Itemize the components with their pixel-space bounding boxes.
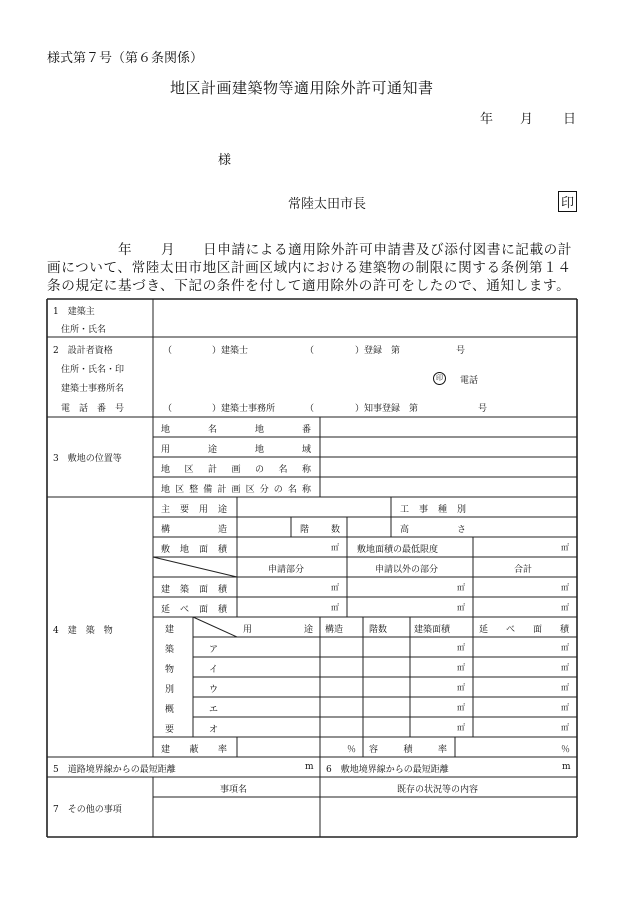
seal-mark: 印 bbox=[558, 191, 577, 212]
min-site-area-unit: ㎡ bbox=[561, 543, 569, 552]
coverage-percent-unit: ％ bbox=[347, 745, 357, 755]
by-building-char-3: 物 bbox=[165, 665, 175, 675]
item-u-floor-unit: ㎡ bbox=[561, 683, 569, 692]
floor-area-unit-2: ㎡ bbox=[457, 603, 465, 612]
lot-number-label: 地 名 地 番 bbox=[161, 425, 311, 435]
body-line2: 画について、常陸太田市地区計画区域内における建築物の制限に関する条例第１４ bbox=[47, 260, 572, 276]
item-i-area-unit: ㎡ bbox=[457, 663, 465, 672]
issuer-name: 常陸太田市長 bbox=[288, 197, 367, 212]
far-percent-unit: ％ bbox=[561, 745, 571, 755]
building-area-unit-1: ㎡ bbox=[331, 583, 339, 592]
paren-open-1: （ bbox=[163, 346, 173, 356]
floor-area-column-header: 延べ面積 bbox=[479, 625, 569, 635]
paren-open-2: （ bbox=[305, 346, 315, 356]
item-o-floor-unit: ㎡ bbox=[561, 723, 569, 732]
designer-seal-mark: 印 bbox=[433, 372, 446, 385]
item-e-label: エ bbox=[209, 705, 219, 715]
item-o-area-unit: ㎡ bbox=[457, 723, 465, 732]
site-location-label: 3 敷地の位置等 bbox=[53, 454, 122, 464]
height-label: 高さ bbox=[400, 525, 466, 535]
boundary-distance-unit: m bbox=[562, 762, 571, 772]
governor-registration: ）知事登録 第 bbox=[355, 404, 419, 414]
building-area-column-header: 建築面積 bbox=[414, 625, 451, 635]
governor-no-suffix: 号 bbox=[478, 404, 488, 414]
registration-number: ）登録 第 bbox=[355, 346, 401, 356]
building-area-unit-3: ㎡ bbox=[561, 583, 569, 592]
use-column-header: 用 途 bbox=[243, 625, 313, 635]
structure-column-header: 構造 bbox=[325, 625, 344, 635]
item-a-label: ア bbox=[209, 645, 219, 655]
registration-no-suffix: 号 bbox=[456, 346, 466, 356]
applicant-label: 1 建築主 bbox=[53, 307, 95, 317]
road-distance-label: 5 道路境界線からの最短距離 bbox=[53, 765, 176, 775]
work-type-label: 工事種別 bbox=[400, 505, 466, 515]
office-name-label: 建築士事務所名 bbox=[61, 384, 125, 394]
applicant-address-label: 住所・氏名 bbox=[61, 325, 107, 335]
body-month: 月 bbox=[161, 242, 176, 258]
floor-area-unit-1: ㎡ bbox=[331, 603, 339, 612]
floors-label: 階数 bbox=[300, 525, 340, 535]
item-a-floor-unit: ㎡ bbox=[561, 643, 569, 652]
total-floor-area-label: 延べ面積 bbox=[161, 605, 227, 615]
item-e-area-unit: ㎡ bbox=[457, 703, 465, 712]
date-month: 月 bbox=[520, 112, 534, 127]
paren-open-4: （ bbox=[305, 404, 315, 414]
designer-address-label: 住所・氏名・印 bbox=[61, 365, 125, 375]
by-building-char-5: 概 bbox=[165, 705, 175, 715]
district-plan-name-label: 地区計画の名称 bbox=[161, 465, 311, 475]
by-building-char-2: 築 bbox=[165, 645, 175, 655]
body-line3: 条の規定に基づき、下記の条件を付して適用除外の許可をしたので、通知します。 bbox=[47, 278, 571, 294]
item-i-label: イ bbox=[209, 665, 219, 675]
by-building-char-1: 建 bbox=[165, 625, 175, 635]
structure-label: 構造 bbox=[161, 525, 227, 535]
min-site-area-label: 敷地面積の最低限度 bbox=[357, 545, 439, 555]
date-day: 日 bbox=[563, 112, 577, 127]
item-u-area-unit: ㎡ bbox=[457, 683, 465, 692]
date-year: 年 bbox=[480, 112, 494, 127]
body-year: 年 bbox=[118, 242, 133, 258]
item-o-label: オ bbox=[209, 725, 219, 735]
item-u-label: ウ bbox=[209, 685, 219, 695]
phone-label: 電話 bbox=[460, 376, 479, 386]
body-line1: 日申請による適用除外許可申請書及び添付図書に記載の計 bbox=[203, 242, 573, 258]
architect-office-class: ）建築士事務所 bbox=[212, 404, 276, 414]
coverage-ratio-label: 建蔽率 bbox=[161, 745, 227, 755]
item-e-floor-unit: ㎡ bbox=[561, 703, 569, 712]
addressee-suffix: 様 bbox=[218, 153, 232, 168]
site-area-label: 敷地面積 bbox=[161, 545, 227, 555]
architect-class: ）建築士 bbox=[212, 346, 249, 356]
item-i-floor-unit: ㎡ bbox=[561, 663, 569, 672]
main-use-label: 主要用途 bbox=[161, 505, 227, 515]
building-area-label: 建築面積 bbox=[161, 585, 227, 595]
by-building-char-6: 要 bbox=[165, 725, 175, 735]
site-area-unit: ㎡ bbox=[331, 543, 339, 552]
non-applied-part-header: 申請以外の部分 bbox=[375, 565, 439, 575]
floors-column-header: 階数 bbox=[369, 625, 388, 635]
item-name-header: 事項名 bbox=[220, 785, 248, 795]
building-area-unit-2: ㎡ bbox=[457, 583, 465, 592]
zoning-label: 用途地域 bbox=[161, 445, 311, 455]
other-matters-label: 7 その他の事項 bbox=[53, 805, 122, 815]
phone-number-label: 電 話 番 号 bbox=[61, 404, 125, 414]
document-title: 地区計画建築物等適用除外許可通知書 bbox=[170, 79, 434, 97]
building-label: 4 建 築 物 bbox=[53, 626, 113, 636]
boundary-distance-label: 6 敷地境界線からの最短距離 bbox=[326, 765, 449, 775]
district-plan-section-label: 地区整備計画区分の名称 bbox=[161, 485, 311, 495]
floor-area-unit-3: ㎡ bbox=[561, 603, 569, 612]
item-a-area-unit: ㎡ bbox=[457, 643, 465, 652]
paren-open-3: （ bbox=[163, 404, 173, 414]
total-header: 合計 bbox=[514, 565, 533, 575]
designer-qualification-label: 2 設計者資格 bbox=[53, 346, 113, 356]
by-building-char-4: 別 bbox=[165, 685, 175, 695]
road-distance-unit: m bbox=[305, 762, 314, 772]
applied-part-header: 申請部分 bbox=[268, 565, 305, 575]
existing-status-header: 既存の状況等の内容 bbox=[397, 785, 479, 795]
form-number: 様式第７号（第６条関係） bbox=[47, 51, 204, 66]
floor-area-ratio-label: 容積率 bbox=[369, 745, 447, 755]
